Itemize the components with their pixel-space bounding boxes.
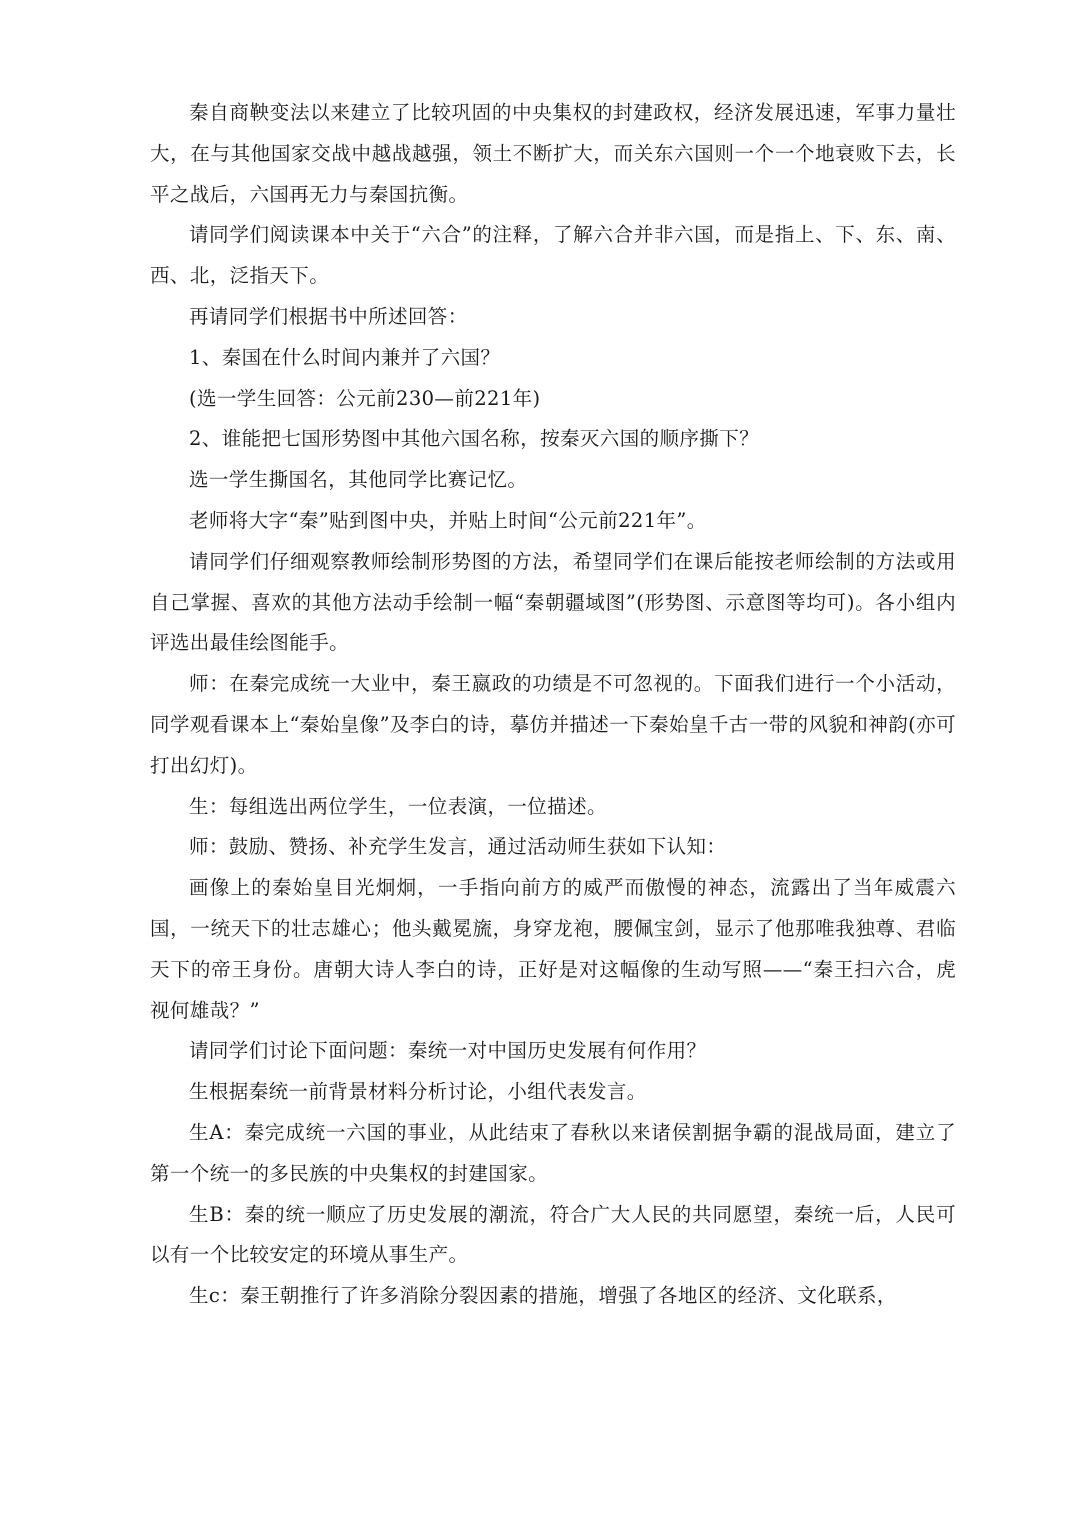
paragraph-student-a: 生A：秦完成统一六国的事业，从此结束了春秋以来诸侯割据争霸的混战局面，建立了第一个统一的多民族的中央集权的封建国家。 xyxy=(150,1120,956,1185)
paragraph-question-2: 2、谁能把七国形势图中其他六国名称，按秦灭六国的顺序撕下？ xyxy=(189,427,760,451)
paragraph-question-1: 1、秦国在什么时间内兼并了六国？ xyxy=(189,345,501,369)
paragraph-answer-2: 选一学生撕国名，其他同学比赛记忆。 xyxy=(189,468,528,492)
paragraph-student-b: 生B：秦的统一顺应了历史发展的潮流，符合广大人民的共同愿望，秦统一后，人民可以有一个比较安定的环境从事生产。 xyxy=(150,1202,956,1267)
paragraph-background: 秦自商鞅变法以来建立了比较巩固的中央集权的封建政权，经济发展迅速，军事力量壮大，在与其他国家交战中越战越强，领土不断扩大，而关东六国则一个一个地衰败下去，长平之战后，六国再无力与秦国抗衡。 xyxy=(150,101,956,206)
paragraph-teacher-map: 老师将大字“秦”贴到图中央，并贴上时间“公元前221年”。 xyxy=(189,508,707,532)
paragraph-question-prompt: 再请同学们根据书中所述回答： xyxy=(189,304,468,328)
document-page xyxy=(150,93,956,1317)
paragraph-liuhe-note: 请同学们阅读课本中关于“六合”的注释，了解六合并非六国，而是指上、下、东、南、西、北，泛指天下。 xyxy=(150,223,956,288)
paragraph-discussion-method: 生根据秦统一前背景材料分析讨论，小组代表发言。 xyxy=(189,1080,647,1104)
paragraph-map-drawing: 请同学们仔细观察教师绘制形势图的方法，希望同学们在课后能按老师绘制的方法或用自己掌握、喜欢的其他方法动手绘制一幅“秦朝疆域图”(形势图、示意图等均可)。各小组内评选出最佳绘图能手。 xyxy=(150,549,956,655)
paragraph-student-c: 生c：秦王朝推行了许多消除分裂因素的措施，增强了各地区的经济、文化联系， xyxy=(189,1284,897,1308)
paragraph-student-activity: 生：每组选出两位学生，一位表演，一位描述。 xyxy=(189,794,607,818)
paragraph-teacher-feedback: 师：鼓励、赞扬、补充学生发言，通过活动师生获如下认知： xyxy=(189,835,727,859)
paragraph-answer-1: (选一学生回答：公元前230—前221年) xyxy=(189,386,541,410)
paragraph-discussion-question: 请同学们讨论下面问题：秦统一对中国历史发展有何作用？ xyxy=(189,1039,707,1063)
paragraph-teacher-activity: 师：在秦完成统一大业中，秦王嬴政的功绩是不可忽视的。下面我们进行一个小活动，同学观看课本上“秦始皇像”及李白的诗，摹仿并描述一下秦始皇千古一带的风貌和神韵(亦可打出幻灯)。 xyxy=(150,672,956,777)
paragraph-portrait-description: 画像上的秦始皇目光炯炯，一手指向前方的威严而傲慢的神态，流露出了当年威震六国，一统天下的壮志雄心；他头戴冕旒，身穿龙袍，腰佩宝剑，显示了他那唯我独尊、君临天下的帝王身份。唐朝大诗人李白的诗，正好是对这幅像的生动写照——“秦王扫六合，虎视何雄哉？” xyxy=(150,876,956,1022)
